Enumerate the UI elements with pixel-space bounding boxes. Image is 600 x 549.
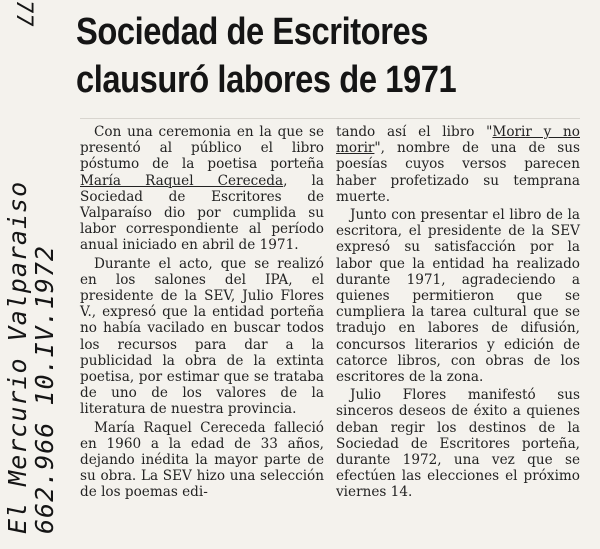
article-headline [76, 8, 506, 104]
annotation-date: 662.966 10.IV.1972 [30, 245, 59, 534]
article-column-1 [80, 124, 324, 503]
headline-line-1: Sociedad de Escritores [76, 11, 428, 53]
book-title: Morir y no morir [336, 124, 580, 157]
paragraph-1 [80, 124, 324, 254]
article-column-2 [336, 124, 580, 503]
paragraph-1-rest: , la Sociedad de Escritores de Valparaíso dio por cumplida su labor correspondiente al período anual iniciado en abril de 1971. [80, 172, 324, 254]
paragraph-2: Durante el acto, que se realizó en los salones del IPA, el presidente de la SEV, Julio Flores V., expresó que la entidad porteña no había vacilado en buscar todos los recursos para dar a la publicidad la obra de la extinta poetisa, por estimar que se trataba de uno de los valores de la literatura de nuestra provincia. [80, 255, 324, 418]
paragraph-4-rest: ", nombre de una de sus poesías cuyos versos parecen haber profetizado su temprana muerte. [336, 140, 580, 205]
headline-divider [80, 118, 580, 119]
page-tag: 77 [11, 0, 36, 27]
annotation-source: El Mercurio Valparaiso [3, 180, 32, 534]
paragraph-4-text: tando así el libro " [336, 124, 493, 140]
poet-name: María Raquel Cereceda [80, 172, 284, 189]
paragraph-3: María Raquel Cereceda falleció en 1960 a la edad de 33 años, dejando inédita la mayor parte de su obra. La SEV hizo una selección de los poemas edi- [80, 419, 324, 501]
paragraph-6: Julio Flores manifestó sus sinceros deseos de éxito a quienes deban regir los destinos de la Sociedad de Escritores porteña, durante 1972, una vez que se efectúen las elecciones el próximo viernes 14. [336, 387, 580, 501]
handwritten-annotation [4, 181, 58, 534]
paragraph-1-text: Con una ceremonia en la que se presentó al público el libro póstumo de la poetisa porteña [80, 124, 324, 173]
paragraph-5: Junto con presentar el libro de la escritora, el presidente de la SEV expresó su satisfacción por la labor que la entidad ha realizado durante 1971, agradeciendo a quienes permitieron que se cumpliera la tarea cultural que se tradujo en labores de difusión, concursos literarios y edición de catorce libros, con obras de los escritores de la zona. [336, 207, 580, 386]
headline-line-2: clausuró labores de 1971 [76, 59, 457, 101]
paragraph-4 [336, 124, 580, 205]
